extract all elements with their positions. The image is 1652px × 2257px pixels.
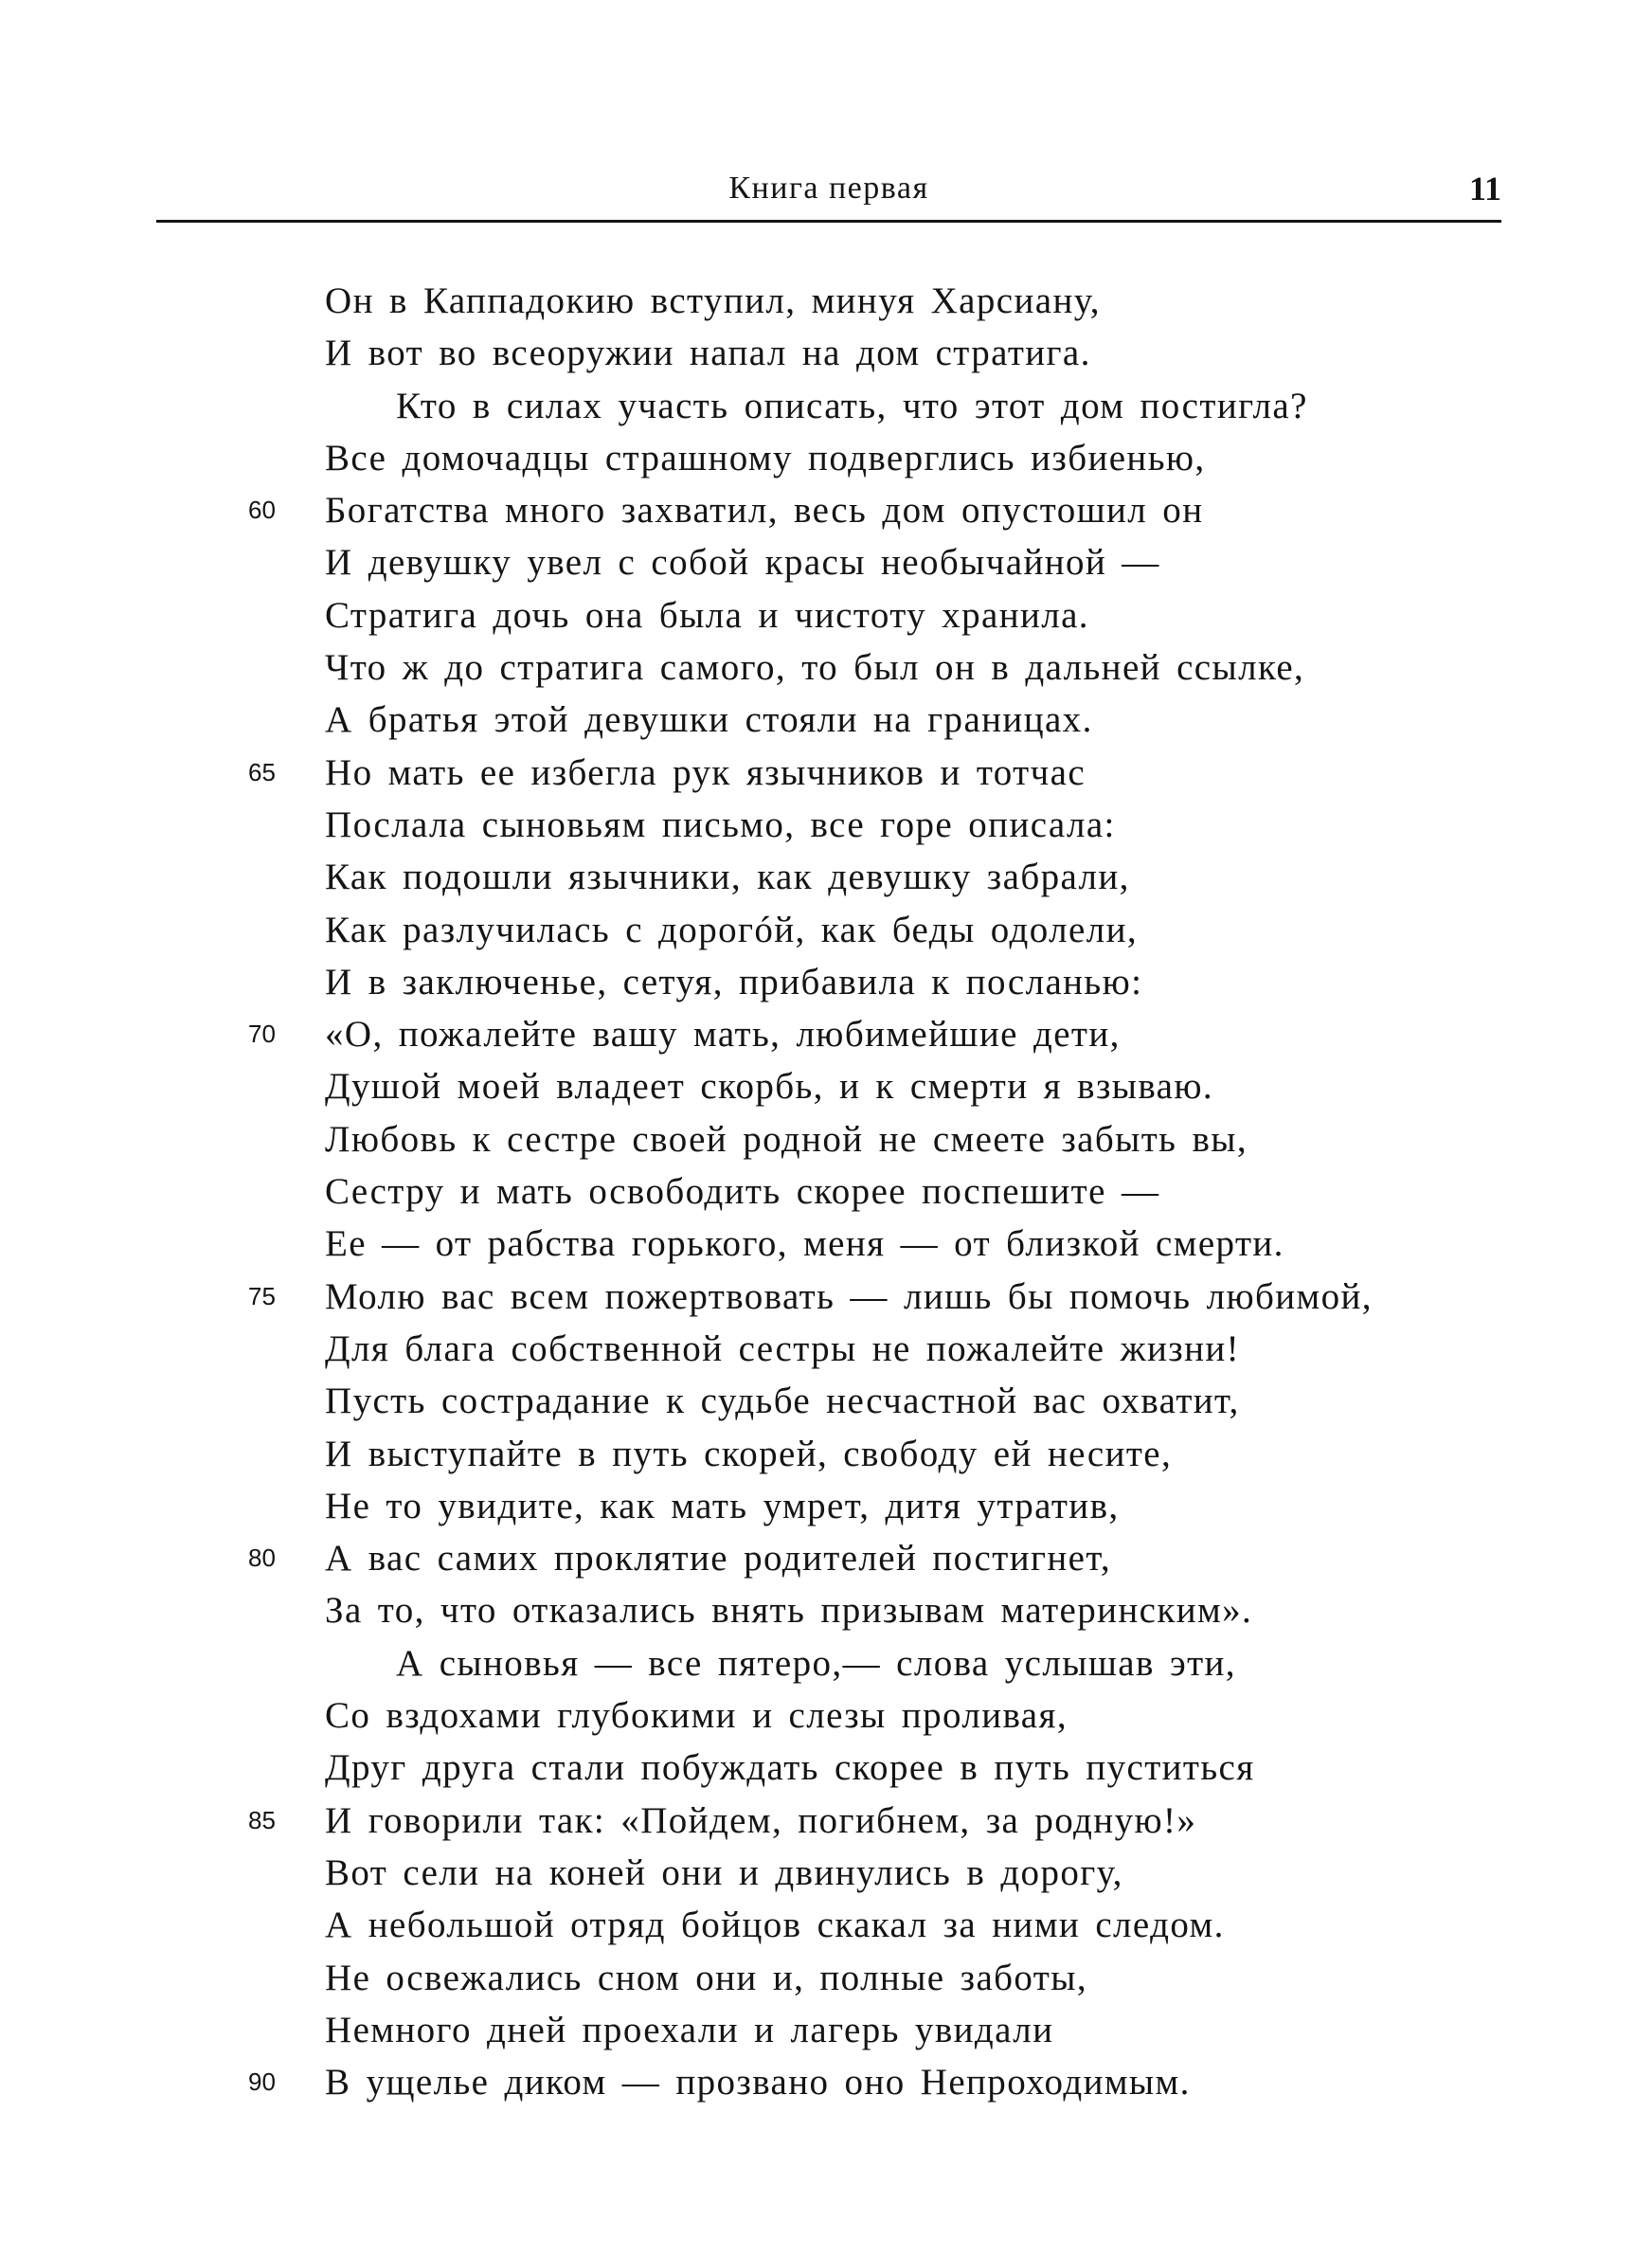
verse-line [0, 484, 1652, 536]
verse-line [0, 799, 1652, 851]
verse-text: Молю вас всем пожертвовать — лишь бы помочь любимой, [325, 1275, 1373, 1317]
verse-text: В ущелье диком — прозвано оно Непроходимым. [325, 2062, 1191, 2104]
verse-line [0, 1480, 1652, 1532]
verse-text: Но мать ее избегла рук язычников и тотчас [325, 751, 1086, 793]
verse-text: За то, что отказались внять призывам материнским». [325, 1590, 1253, 1632]
verse-text: Кто в силах участь описать, что этот дом постигла? [396, 385, 1308, 426]
verse-text: Не освежались сном они и, полные заботы, [325, 1957, 1088, 1998]
verse-text: Не то увидите, как мать умрет, дитя утратив, [325, 1485, 1120, 1526]
verse-line [0, 1532, 1652, 1584]
verse-text: Вот сели на коней они и двинулись в дорогу, [325, 1851, 1123, 1893]
verse-text: Богатства много захватил, весь дом опустошил он [325, 490, 1204, 532]
page-number: 11 [1468, 170, 1501, 208]
verse-text: Пусть сострадание к судьбе несчастной вас охватит, [325, 1381, 1240, 1422]
verse-line [0, 380, 1652, 432]
verse-line [0, 589, 1652, 641]
verse-line [0, 1060, 1652, 1112]
verse-line [0, 1165, 1652, 1218]
verse-line [0, 1742, 1652, 1794]
line-number: 85 [248, 1805, 276, 1834]
verse-line [0, 327, 1652, 379]
running-title: Книга первая [728, 171, 929, 206]
line-number: 60 [248, 496, 276, 525]
verse-line [0, 1428, 1652, 1480]
verse-line [0, 432, 1652, 484]
verse-line [0, 1113, 1652, 1165]
verse-text: Любовь к сестре своей родной не смеете забыть вы, [325, 1118, 1248, 1160]
verse-line [0, 1637, 1652, 1689]
line-number: 80 [248, 1544, 276, 1573]
verse-text: Со вздохами глубокими и слезы проливая, [325, 1695, 1068, 1737]
verse-text: Как разлучилась с дорогóй, как беды одолели, [325, 909, 1139, 950]
verse-line [0, 2056, 1652, 2108]
verse-line [0, 1323, 1652, 1375]
verse-line [0, 536, 1652, 588]
verse-text: И вот во всеоружии напал на дом стратига. [325, 333, 1091, 374]
verse-text: А братья этой девушки стояли на границах. [325, 699, 1093, 741]
verse-text: Немного дней проехали и лагерь увидали [325, 2009, 1054, 2050]
verse-text: Для блага собственной сестры не пожалейте жизни! [325, 1327, 1240, 1369]
verse-text: Что ж до стратига самого, то был он в дальней ссылке, [325, 647, 1305, 689]
verse-line [0, 275, 1652, 327]
verse-text: А небольшой отряд бойцов скакал за ними следом. [325, 1905, 1225, 1946]
verse-text: Как подошли язычники, как девушку забрали, [325, 857, 1130, 898]
verse-line [0, 1271, 1652, 1323]
running-head [156, 161, 1501, 218]
verse-text: А вас самих проклятие родителей постигнет, [325, 1538, 1112, 1580]
verse-text: Ее — от рабства горького, меня — от близкой смерти. [325, 1223, 1284, 1265]
verse-line [0, 1847, 1652, 1899]
verse-line [0, 694, 1652, 746]
verse-line [0, 1584, 1652, 1636]
verse-text: «О, пожалейте вашу мать, любимейшие дети, [325, 1014, 1121, 1056]
verse-line [0, 1795, 1652, 1847]
verse-line [0, 1008, 1652, 1060]
verse-line [0, 851, 1652, 903]
verse-text: Стратига дочь она была и чистоту хранила. [325, 594, 1089, 636]
line-number: 65 [248, 757, 276, 786]
line-number: 70 [248, 1020, 276, 1049]
verse-line [0, 956, 1652, 1008]
verse-text: Друг друга стали побуждать скорее в путь пуститься [325, 1747, 1255, 1789]
verse-text: И в заключенье, сетуя, прибавила к посланью: [325, 961, 1143, 1002]
verse-line [0, 1899, 1652, 1951]
verse-line [0, 641, 1652, 694]
header-rule [156, 220, 1501, 223]
verse-text: Он в Каппадокию вступил, минуя Харсиану, [325, 280, 1101, 321]
verse-text: А сыновья — все пятеро,— слова услышав эти, [396, 1642, 1236, 1684]
verse-text: Послала сыновьям письмо, все горе описала: [325, 803, 1116, 845]
line-number: 90 [248, 2067, 276, 2097]
verse-text: Душой моей владеет скорбь, и к смерти я взываю. [325, 1066, 1214, 1108]
verse-text: Сестру и мать освободить скорее поспешите — [325, 1171, 1160, 1213]
poem-text [0, 275, 1652, 2108]
verse-text: И выступайте в путь скорей, свободу ей несите, [325, 1433, 1173, 1474]
verse-text: И говорили так: «Пойдем, погибнем, за родную!» [325, 1799, 1197, 1841]
verse-line [0, 1952, 1652, 2004]
verse-line [0, 747, 1652, 799]
line-number: 75 [248, 1281, 276, 1310]
verse-line [0, 1375, 1652, 1427]
verse-text: И девушку увел с собой красы необычайной — [325, 542, 1160, 584]
verse-line [0, 1218, 1652, 1270]
verse-line [0, 904, 1652, 956]
verse-line [0, 1689, 1652, 1742]
verse-line [0, 2004, 1652, 2056]
verse-text: Все домочадцы страшному подверглись избиенью, [325, 437, 1206, 478]
